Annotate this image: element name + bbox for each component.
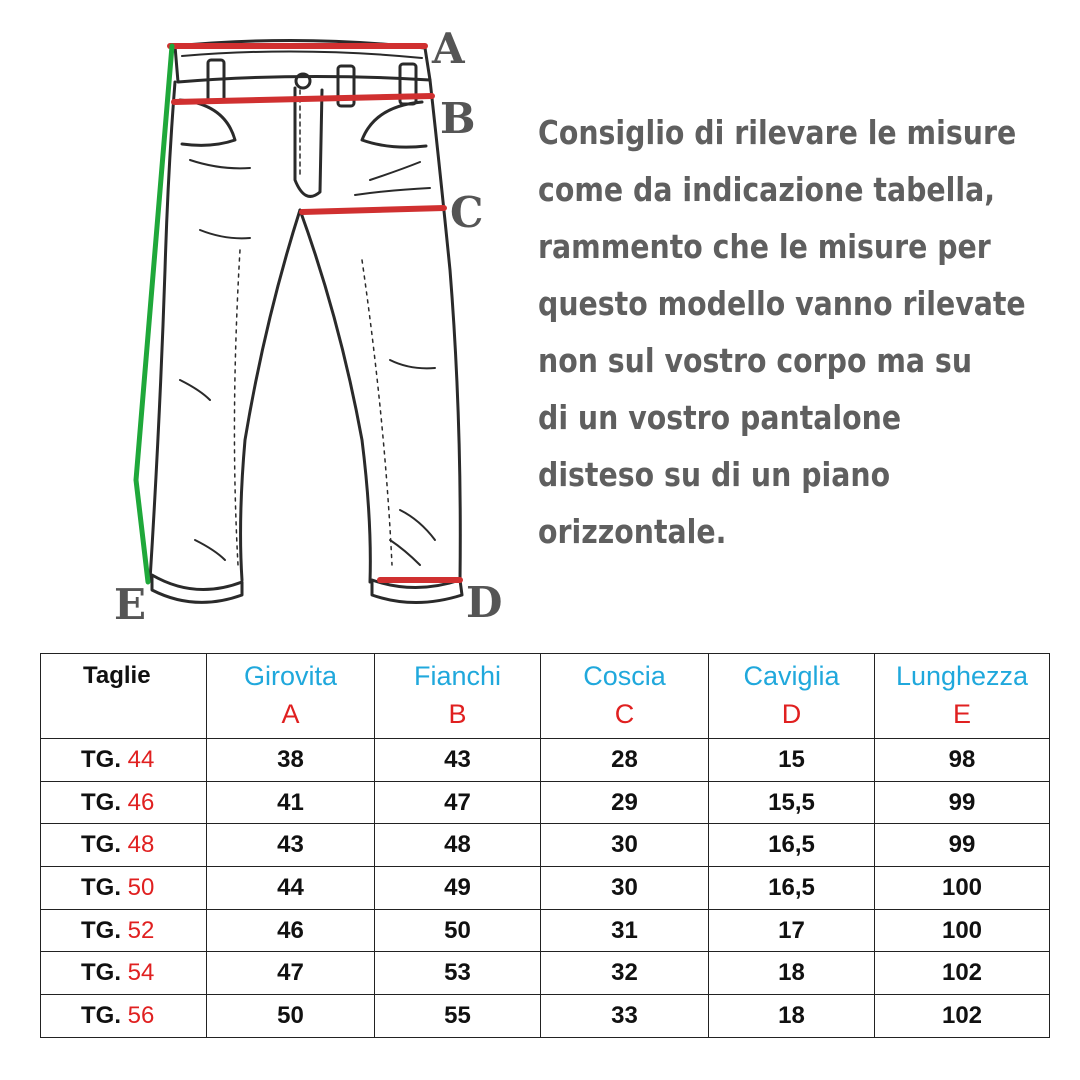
- value-cell: 46: [207, 909, 375, 952]
- advice-line: di un vostro pantalone: [538, 398, 902, 437]
- value-cell: 29: [541, 781, 709, 824]
- value-cell: 15: [709, 739, 875, 782]
- advice-line: non sul vostro corpo ma su: [538, 341, 973, 380]
- marker-d: D: [466, 578, 503, 627]
- value-cell: 16,5: [709, 867, 875, 910]
- value-cell: 15,5: [709, 781, 875, 824]
- measurement-advice: [538, 104, 1026, 560]
- value-cell: 49: [375, 867, 541, 910]
- value-cell: 99: [875, 781, 1050, 824]
- advice-line: orizzontale.: [538, 512, 727, 551]
- advice-line: disteso su di un piano: [538, 455, 891, 494]
- value-cell: 30: [541, 824, 709, 867]
- advice-line: rammento che le misure per: [538, 227, 991, 266]
- value-cell: 30: [541, 867, 709, 910]
- marker-b: B: [440, 94, 476, 143]
- table-row: [41, 909, 1050, 952]
- advice-line: questo modello vanno rilevate: [538, 284, 1026, 323]
- marker-a: A: [432, 24, 465, 73]
- value-cell: 102: [875, 952, 1050, 995]
- value-cell: 41: [207, 781, 375, 824]
- header-fianchi: Fianchi B: [375, 654, 541, 739]
- value-cell: 43: [207, 824, 375, 867]
- marker-c: C: [450, 188, 484, 237]
- value-cell: 44: [207, 867, 375, 910]
- table-row: [41, 781, 1050, 824]
- value-cell: 16,5: [709, 824, 875, 867]
- value-cell: 31: [541, 909, 709, 952]
- header-size: Taglie: [41, 654, 207, 739]
- value-cell: 18: [709, 995, 875, 1038]
- table-row: [41, 867, 1050, 910]
- marker-e: E: [114, 580, 147, 629]
- value-cell: 100: [875, 867, 1050, 910]
- value-cell: 28: [541, 739, 709, 782]
- size-cell: TG. 48: [41, 824, 207, 867]
- advice-line: come da indicazione tabella,: [538, 170, 996, 209]
- table-row: [41, 952, 1050, 995]
- value-cell: 47: [207, 952, 375, 995]
- table-row: [41, 739, 1050, 782]
- size-cell: TG. 46: [41, 781, 207, 824]
- value-cell: 48: [375, 824, 541, 867]
- size-cell: TG. 56: [41, 995, 207, 1038]
- table-header-row: [41, 654, 1050, 739]
- size-cell: TG. 52: [41, 909, 207, 952]
- value-cell: 38: [207, 739, 375, 782]
- value-cell: 43: [375, 739, 541, 782]
- measure-line-c: [302, 208, 444, 212]
- table-row: [41, 824, 1050, 867]
- value-cell: 32: [541, 952, 709, 995]
- value-cell: 98: [875, 739, 1050, 782]
- value-cell: 18: [709, 952, 875, 995]
- value-cell: 100: [875, 909, 1050, 952]
- size-table: [40, 653, 1050, 1038]
- size-cell: TG. 44: [41, 739, 207, 782]
- size-cell: TG. 54: [41, 952, 207, 995]
- value-cell: 53: [375, 952, 541, 995]
- value-cell: 55: [375, 995, 541, 1038]
- value-cell: 50: [375, 909, 541, 952]
- measure-line-b: [174, 96, 432, 102]
- value-cell: 33: [541, 995, 709, 1038]
- advice-line: Consiglio di rilevare le misure: [538, 113, 1017, 152]
- header-coscia: Coscia C: [541, 654, 709, 739]
- header-caviglia: Caviglia D: [709, 654, 875, 739]
- value-cell: 47: [375, 781, 541, 824]
- header-girovita: Girovita A: [207, 654, 375, 739]
- header-lunghezza: Lunghezza E: [875, 654, 1050, 739]
- value-cell: 17: [709, 909, 875, 952]
- value-cell: 102: [875, 995, 1050, 1038]
- value-cell: 50: [207, 995, 375, 1038]
- size-cell: TG. 50: [41, 867, 207, 910]
- value-cell: 99: [875, 824, 1050, 867]
- table-row: [41, 995, 1050, 1038]
